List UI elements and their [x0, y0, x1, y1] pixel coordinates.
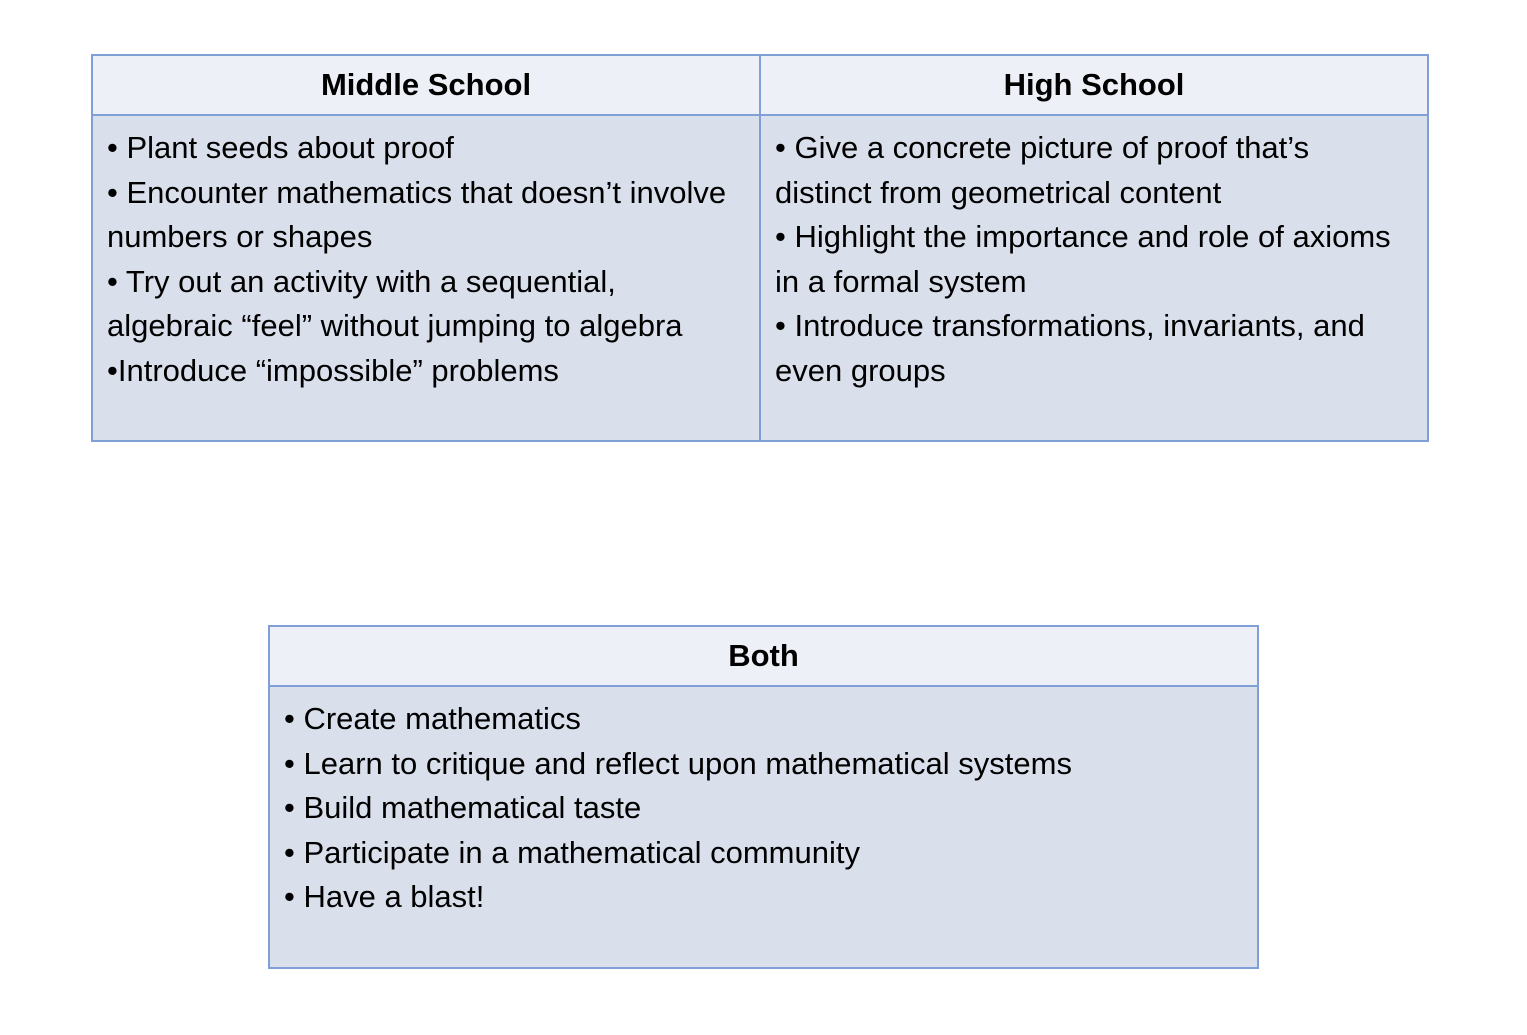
header-row — [92, 55, 1428, 115]
middle-school-header: Middle School — [92, 55, 760, 115]
middle-school-cell — [92, 115, 760, 441]
list-item: •Introduce “impossible” problems — [107, 352, 559, 388]
shared-goals-list — [284, 697, 1243, 920]
list-item: • Introduce transformations, invariants, and even groups — [775, 308, 1365, 388]
list-item: • Participate in a mathematical community — [284, 834, 860, 870]
content-row — [269, 686, 1258, 968]
list-item: • Build mathematical taste — [284, 790, 642, 825]
high-school-header: High School — [760, 55, 1428, 115]
both-header: Both — [269, 626, 1258, 686]
list-item: • Have a blast! — [284, 879, 485, 914]
list-item: • Create mathematics — [284, 701, 581, 736]
content-row — [92, 115, 1428, 441]
list-item: • Plant seeds about proof — [107, 130, 454, 165]
list-item: • Highlight the importance and role of axioms in a formal system — [775, 219, 1391, 299]
header-row — [269, 626, 1258, 686]
list-item: • Try out an activity with a sequential, algebraic “feel” without jumping to algebra — [107, 263, 683, 343]
both-cell — [269, 686, 1258, 968]
high-school-cell — [760, 115, 1428, 441]
list-item: • Learn to critique and reflect upon mathematical systems — [284, 745, 1072, 781]
school-level-goals-table — [91, 54, 1429, 442]
list-item: • Encounter mathematics that doesn’t involve numbers or shapes — [107, 174, 727, 254]
shared-goals-table — [268, 625, 1259, 969]
middle-school-goals-list — [107, 126, 745, 393]
high-school-goals-list — [775, 126, 1413, 393]
list-item: • Give a concrete picture of proof that’s distinct from geometrical content — [775, 130, 1310, 210]
